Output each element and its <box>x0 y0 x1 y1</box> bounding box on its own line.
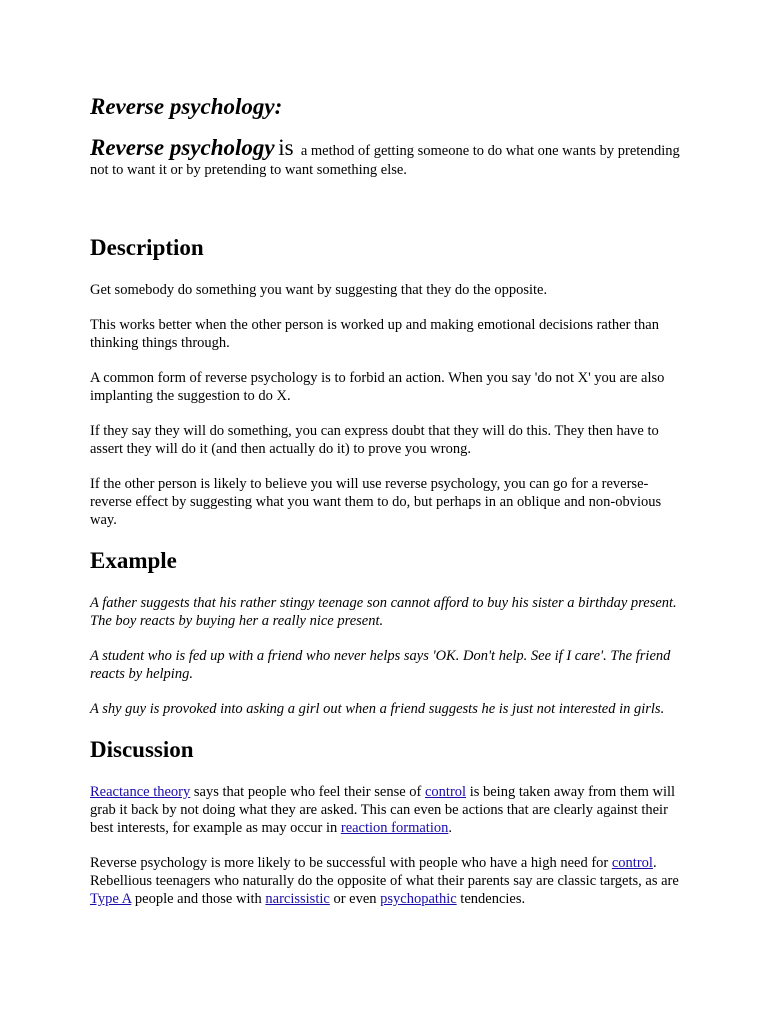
intro-definition: a method of getting someone to do what one wants by pretending not to want it or by pretending to want something else. <box>90 143 680 178</box>
link-control-2[interactable]: control <box>611 855 653 871</box>
intro-paragraph <box>90 135 680 180</box>
discussion-1-text-1: says that people who feel their sense of <box>190 784 425 800</box>
link-type-a[interactable]: Type A <box>90 891 132 907</box>
link-reaction-formation[interactable]: reaction formation <box>340 820 449 836</box>
discussion-1-text-3: . <box>448 820 452 836</box>
description-paragraph-3: A common form of reverse psychology is to forbid an action. When you say 'do not X' you are also implanting the suggestion to do X. <box>90 370 665 404</box>
description-paragraph-4: If they say they will do something, you can express doubt that they will do this. They then have to assert they will do it (and then actually do it) to prove you wrong. <box>90 423 659 457</box>
link-narcissistic[interactable]: narcissistic <box>265 891 330 907</box>
example-heading: Example <box>90 548 177 573</box>
link-psychopathic[interactable]: psychopathic <box>380 891 457 907</box>
document-body <box>90 233 680 925</box>
discussion-2-text-3: people and those with <box>131 891 266 907</box>
document-title: Reverse psychology: <box>90 94 283 119</box>
discussion-2-text-2: . Rebellious teenagers who naturally do the opposite of what their parents say are classic targets, as are <box>90 855 679 889</box>
description-paragraph-2: This works better when the other person is worked up and making emotional decisions rather than thinking things through. <box>90 317 659 351</box>
discussion-heading: Discussion <box>90 737 194 762</box>
description-paragraph-1: Get somebody do something you want by suggesting that they do the opposite. <box>90 282 548 298</box>
description-heading: Description <box>90 235 204 260</box>
example-3: A shy guy is provoked into asking a girl out when a friend suggests he is just not interested in girls. <box>90 701 665 717</box>
discussion-2-text-4: or even <box>329 891 381 907</box>
discussion-2-text-1: Reverse psychology is more likely to be successful with people who have a high need for <box>90 855 612 871</box>
discussion-paragraph-1 <box>90 783 680 837</box>
intro-term: Reverse psychology <box>90 135 275 160</box>
example-2: A student who is fed up with a friend who never helps says 'OK. Don't help. See if I care'. The friend reacts by helping. <box>90 648 671 682</box>
intro-is: is <box>278 135 294 160</box>
discussion-paragraph-2 <box>90 854 680 908</box>
example-1: A father suggests that his rather stingy teenage son cannot afford to buy his sister a birthday present. The boy reacts by buying her a really nice present. <box>90 595 677 629</box>
discussion-2-text-5: tendencies. <box>456 891 526 907</box>
link-reactance-theory[interactable]: Reactance theory <box>90 784 191 800</box>
link-control[interactable]: control <box>424 784 467 800</box>
discussion-1-text-2: is being taken away from them will grab it back by not doing what they are asked. This can even be actions that are clearly against their best interests, for example as may occur in <box>90 784 676 836</box>
description-paragraph-5: If the other person is likely to believe you will use reverse psychology, you can go for a reverse-reverse effect by suggesting what you want them to do, but perhaps in an oblique and non-obvious way. <box>90 476 662 528</box>
